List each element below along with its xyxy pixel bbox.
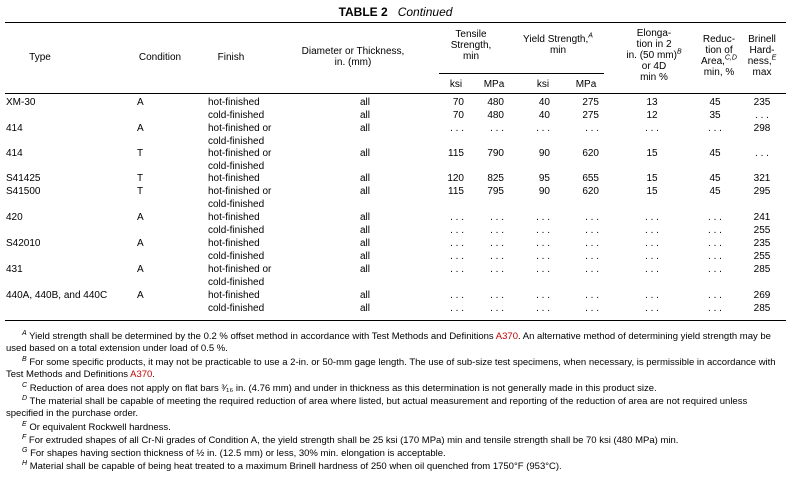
cell-yield-ksi: . . .	[536, 250, 550, 262]
footnote-f	[6, 435, 786, 447]
cell-tensile-mpa: 480	[487, 109, 504, 121]
cell-tensile-mpa: 790	[487, 148, 504, 159]
cell-yield-mpa: . . .	[585, 250, 599, 262]
footnote-b	[6, 357, 786, 381]
cell-condition: A	[137, 238, 144, 249]
cell-tensile-ksi: . . .	[450, 123, 464, 134]
header-yield-ksi-label: ksi	[536, 79, 550, 90]
header-reduction-sup: C,D	[724, 54, 737, 62]
cell-type: S42010	[6, 238, 41, 249]
cell-tensile-ksi: 70	[452, 109, 464, 121]
cell-condition: A	[137, 212, 144, 223]
header-condition	[128, 52, 192, 63]
cell-finish: hot-finished	[208, 290, 260, 301]
cell-elongation: . . .	[645, 238, 659, 249]
footnote-marker: C	[22, 381, 28, 389]
footnote-text: Yield strength shall be determined by the 0.2 % offset method in accordance with Test Methods and Definitions	[29, 331, 496, 342]
cell-tensile-ksi: . . .	[450, 264, 464, 275]
cell-finish: cold-finished	[208, 135, 265, 147]
cell-elongation: 15	[646, 148, 658, 159]
cell-elongation: . . .	[645, 264, 659, 275]
cell-brinell: 269	[753, 290, 771, 301]
cell-brinell: 285	[753, 264, 771, 275]
cell-yield-mpa: 620	[582, 148, 599, 159]
cell-reduction: 35	[709, 109, 721, 121]
footnote-text: The material shall be capable of meeting the required reduction of area where listed, but actual measurement and reporting of the reduction of area are not required unless specified in the purchase order.	[6, 396, 748, 419]
cell-brinell: 321	[753, 173, 771, 184]
table-title	[0, 5, 791, 19]
cell-brinell: 255	[753, 250, 771, 262]
cell-elongation: . . .	[645, 224, 659, 236]
cell-tensile-mpa: . . .	[490, 123, 504, 134]
cell-elongation: . . .	[645, 302, 659, 314]
header-brinell-line2: Hard-	[749, 45, 775, 56]
cell-tensile-ksi: . . .	[450, 250, 464, 262]
footnote-text: . An alternative method of determining yield strength may be used based on a total extension under load of 0.5 %.	[6, 331, 771, 354]
cell-tensile-ksi: 115	[448, 148, 464, 159]
footnote-h	[6, 461, 786, 473]
cell-yield-ksi: 90	[538, 186, 550, 197]
cell-type: 440A, 440B, and 440C	[6, 290, 108, 301]
cell-tensile-mpa: 795	[487, 186, 504, 197]
header-yield	[512, 34, 604, 56]
header-elongation-line4: or 4D	[641, 61, 667, 72]
footnote-marker: A	[22, 329, 27, 337]
cell-condition: A	[137, 264, 144, 275]
footnote-text: For shapes having section thickness of ½ in. (12.5 mm) or less, 30% min. elongation is acceptable.	[30, 448, 446, 459]
table-title-label: TABLE 2	[338, 5, 388, 19]
header-tensile	[440, 29, 502, 62]
cell-reduction: . . .	[708, 123, 722, 134]
cell-tensile-mpa: 825	[487, 173, 504, 184]
header-tensile-mpa	[476, 79, 512, 90]
cell-yield-mpa: 275	[582, 97, 599, 108]
cell-yield-mpa: . . .	[585, 238, 599, 249]
cell-condition: T	[137, 148, 144, 159]
cell-elongation: 15	[646, 186, 658, 197]
cell-elongation: . . .	[645, 212, 659, 223]
cell-type: S41425	[6, 173, 41, 184]
footnote-e	[6, 422, 786, 434]
cell-finish: hot-finished or	[208, 148, 272, 159]
header-diameter	[288, 46, 418, 68]
cell-brinell: 285	[753, 302, 771, 314]
cell-tensile-mpa: . . .	[490, 250, 504, 262]
footnote-text: Reduction of area does not apply on flat bars ³⁄₁₆ in. (4.76 mm) and under in thickness as this determination is not generally made in this product size.	[29, 383, 657, 394]
cell-yield-ksi: 40	[538, 109, 550, 121]
cell-yield-mpa: 620	[582, 186, 599, 197]
cell-tensile-ksi: . . .	[450, 290, 464, 301]
cell-diameter: all	[359, 238, 370, 249]
header-type	[20, 52, 60, 63]
header-yield-mpa	[568, 79, 604, 90]
header-tensile-line1: Tensile	[455, 29, 487, 40]
cell-reduction: . . .	[708, 264, 722, 275]
cell-yield-ksi: . . .	[536, 290, 550, 301]
cell-type: S41500	[6, 186, 41, 197]
table-header-rule	[5, 93, 786, 94]
cell-finish: hot-finished	[208, 212, 260, 223]
cell-finish: cold-finished	[208, 109, 265, 121]
header-elongation-line3-text: in. (50 mm)	[626, 50, 677, 61]
header-brinell-sup: E	[771, 54, 777, 62]
cell-yield-ksi: 90	[538, 148, 550, 159]
cell-tensile-mpa: . . .	[490, 238, 504, 249]
cell-type: 431	[6, 264, 23, 275]
cell-yield-ksi: . . .	[536, 212, 550, 223]
header-elongation-line5: min %	[640, 72, 668, 83]
cell-yield-ksi: . . .	[536, 264, 550, 275]
footnote-g	[6, 448, 786, 460]
cell-reduction: 45	[709, 186, 721, 197]
footnote-text: Material shall be capable of being heat treated to a maximum Brinell hardness of 250 when oil quenched from 1750°F (953°C).	[29, 461, 562, 472]
cell-brinell: 255	[753, 224, 771, 236]
cell-yield-ksi: . . .	[536, 302, 550, 314]
header-brinell-line3	[742, 56, 782, 67]
cell-condition: T	[137, 186, 144, 197]
cell-reduction: . . .	[708, 290, 722, 301]
cell-diameter: all	[359, 148, 370, 159]
cell-finish: hot-finished	[208, 238, 260, 249]
header-yield-line1	[512, 34, 604, 45]
table-bottom-rule	[5, 320, 786, 321]
cell-tensile-ksi: . . .	[450, 302, 464, 314]
header-condition-label: Condition	[138, 52, 182, 63]
cell-finish: cold-finished	[208, 160, 265, 172]
cell-tensile-mpa: . . .	[490, 290, 504, 301]
cell-diameter: all	[359, 302, 370, 314]
cell-elongation: . . .	[645, 290, 659, 301]
header-tensile-line2: Strength,	[450, 40, 492, 51]
header-reduction-line2: tion of	[705, 45, 733, 56]
cell-yield-ksi: . . .	[536, 123, 550, 134]
cell-yield-ksi: 40	[538, 97, 550, 108]
header-brinell-line4: max	[752, 67, 772, 78]
cell-tensile-mpa: . . .	[490, 212, 504, 223]
header-reduction-line4: min, %	[703, 67, 735, 78]
footnote-marker: B	[22, 355, 27, 363]
header-yield-label: Yield Strength,	[523, 34, 589, 45]
cell-reduction: . . .	[708, 238, 722, 249]
cell-brinell: . . .	[755, 148, 769, 159]
cell-tensile-ksi: 120	[447, 173, 464, 184]
cell-finish: cold-finished	[208, 302, 265, 314]
cell-yield-mpa: . . .	[585, 212, 599, 223]
cell-reduction: . . .	[708, 250, 722, 262]
cell-tensile-ksi: . . .	[450, 238, 464, 249]
footnote-text: .	[152, 369, 155, 380]
table-title-continued: Continued	[397, 5, 453, 19]
header-yield-mpa-label: MPa	[575, 79, 597, 90]
header-tensile-mpa-label: MPa	[483, 79, 505, 90]
cell-finish: hot-finished	[208, 97, 260, 108]
cell-finish: hot-finished or	[208, 123, 272, 134]
cell-finish: cold-finished	[208, 198, 265, 210]
cell-elongation: 15	[646, 173, 658, 184]
standard-reference-link[interactable]: A370	[130, 369, 153, 380]
cell-tensile-ksi: 70	[452, 97, 464, 108]
cell-brinell: . . .	[755, 109, 769, 121]
cell-yield-mpa: 655	[582, 173, 599, 184]
header-tensile-ksi-label: ksi	[449, 79, 463, 90]
cell-brinell: 298	[753, 123, 771, 134]
cell-tensile-ksi: 115	[448, 186, 464, 197]
footnote-d	[6, 396, 786, 420]
footnote-marker: H	[22, 459, 28, 467]
cell-yield-mpa: . . .	[585, 123, 599, 134]
cell-yield-mpa: . . .	[585, 290, 599, 301]
footnote-text: For some specific products, it may not be practicable to use a 2-in. or 50-mm gage length. The use of sub-size test specimens, when necessary, is permissible in accordance with Test Methods and Definitions	[6, 357, 776, 380]
cell-tensile-mpa: 480	[487, 97, 504, 108]
footnote-marker: F	[22, 433, 27, 441]
cell-yield-mpa: . . .	[585, 224, 599, 236]
footnote-marker: G	[22, 446, 28, 454]
table-top-rule	[5, 22, 786, 23]
cell-diameter: all	[359, 123, 370, 134]
footnote-text: Or equivalent Rockwell hardness.	[29, 422, 171, 433]
cell-finish: hot-finished	[208, 173, 260, 184]
footnote-text: For extruded shapes of all Cr-Ni grades of Condition A, the yield strength shall be 25 ksi (170 MPa) min and tensile strength shall be 70 ksi (480 MPa) min.	[28, 435, 679, 446]
cell-yield-mpa: . . .	[585, 302, 599, 314]
header-reduction-line1: Reduc-	[702, 34, 736, 45]
cell-condition: A	[137, 97, 144, 108]
cell-finish: hot-finished or	[208, 264, 272, 275]
cell-brinell: 295	[753, 186, 771, 197]
cell-finish: cold-finished	[208, 224, 265, 236]
standard-reference-link[interactable]: A370	[495, 331, 518, 342]
cell-condition: T	[137, 173, 144, 184]
header-reduction	[696, 34, 742, 78]
cell-elongation: 13	[646, 97, 658, 108]
cell-condition: A	[137, 290, 144, 301]
cell-tensile-ksi: . . .	[450, 224, 464, 236]
cell-diameter: all	[359, 224, 370, 236]
header-elongation-sup: B	[676, 48, 682, 56]
cell-yield-mpa: . . .	[585, 264, 599, 275]
cell-elongation: 12	[646, 109, 658, 121]
cell-type: 414	[6, 123, 23, 134]
cell-type: 420	[6, 212, 23, 223]
cell-reduction: 45	[709, 97, 721, 108]
cell-yield-ksi: 95	[538, 173, 550, 184]
cell-reduction: 45	[709, 148, 721, 159]
cell-reduction: . . .	[708, 302, 722, 314]
header-reduction-line3-text: Area,	[701, 56, 725, 67]
header-tensile-ksi	[440, 79, 472, 90]
header-brinell-line3-text: ness,	[747, 56, 772, 67]
cell-reduction: . . .	[708, 224, 722, 236]
cell-tensile-mpa: . . .	[490, 224, 504, 236]
cell-reduction: . . .	[708, 212, 722, 223]
header-elongation-line3	[618, 50, 690, 61]
header-type-label: Type	[29, 52, 51, 63]
cell-elongation: . . .	[645, 123, 659, 134]
cell-yield-mpa: 275	[582, 109, 599, 121]
header-brinell	[742, 34, 782, 78]
cell-tensile-ksi: . . .	[450, 212, 464, 223]
cell-diameter: all	[359, 97, 370, 108]
header-finish	[206, 52, 256, 63]
cell-brinell: 241	[753, 212, 771, 223]
footnote-marker: E	[22, 420, 27, 428]
header-yield-ksi	[527, 79, 559, 90]
cell-elongation: . . .	[645, 250, 659, 262]
cell-finish: cold-finished	[208, 250, 265, 262]
cell-condition: A	[137, 123, 144, 134]
cell-brinell: 235	[753, 238, 771, 249]
cell-yield-ksi: . . .	[536, 224, 550, 236]
cell-finish: hot-finished or	[208, 186, 272, 197]
cell-tensile-mpa: . . .	[490, 264, 504, 275]
cell-tensile-mpa: . . .	[490, 302, 504, 314]
header-elongation-line1: Elonga-	[636, 28, 672, 39]
header-tensile-line3: min	[462, 51, 480, 62]
header-finish-label: Finish	[217, 52, 245, 63]
cell-diameter: all	[359, 212, 370, 223]
cell-type: 414	[6, 148, 23, 159]
cell-type: XM-30	[6, 97, 36, 108]
cell-yield-ksi: . . .	[536, 238, 550, 249]
header-reduction-line3	[696, 56, 742, 67]
header-diameter-line2: in. (mm)	[334, 57, 372, 68]
cell-diameter: all	[359, 264, 370, 275]
header-yield-sup: A	[588, 32, 593, 40]
header-brinell-line1: Brinell	[748, 34, 776, 45]
header-yield-line2: min	[549, 45, 567, 56]
header-elongation	[618, 28, 690, 83]
footnote-a	[6, 331, 786, 355]
cell-reduction: 45	[709, 173, 721, 184]
header-diameter-line1: Diameter or Thickness,	[301, 46, 405, 57]
footnote-marker: D	[22, 394, 28, 402]
footnote-c	[6, 383, 786, 395]
header-elongation-line2: tion in 2	[636, 39, 672, 50]
cell-diameter: all	[359, 109, 370, 121]
cell-finish: cold-finished	[208, 276, 265, 288]
cell-diameter: all	[359, 173, 370, 184]
table-subheader-rule	[439, 73, 604, 74]
cell-brinell: 235	[753, 97, 771, 108]
cell-diameter: all	[359, 250, 370, 262]
cell-diameter: all	[359, 186, 370, 197]
cell-diameter: all	[359, 290, 370, 301]
